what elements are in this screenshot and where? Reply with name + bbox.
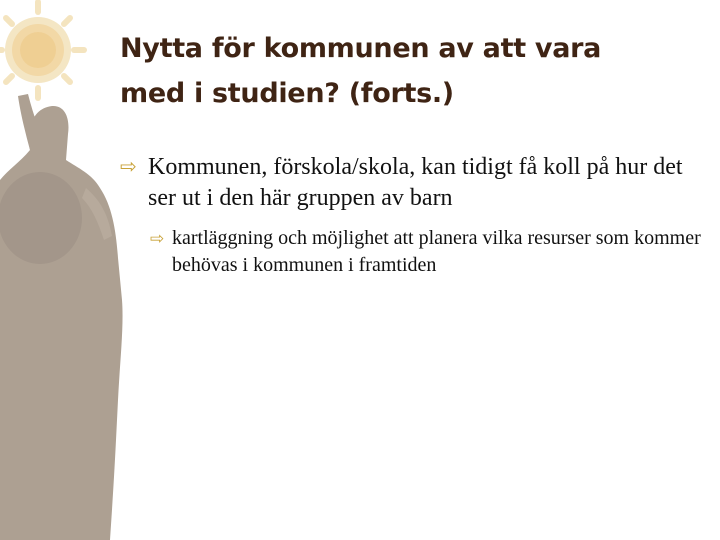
arrow-right-icon: ⇨	[120, 156, 137, 178]
bullet-text: Kommunen, förskola/skola, kan tidigt få koll på hur det ser ut i den här gruppen av barn	[148, 154, 683, 211]
bullet-list	[120, 152, 710, 279]
slide-title	[120, 26, 700, 116]
sun-icon	[0, 2, 84, 98]
slide-title-line: Nytta för kommunen av att vara	[120, 33, 602, 64]
child-silhouette-illustration	[0, 0, 130, 540]
arrow-right-icon: ⇨	[150, 229, 165, 248]
figure-silhouette	[0, 94, 123, 540]
sub-bullet-text: kartläggning och möjlighet att planera vilka resurser som kommer behövas i kommunen i framtiden	[172, 227, 701, 276]
sub-bullet-item	[120, 225, 710, 279]
bullet-item	[120, 152, 710, 214]
slide-title-line: med i studien? (forts.)	[120, 78, 454, 109]
